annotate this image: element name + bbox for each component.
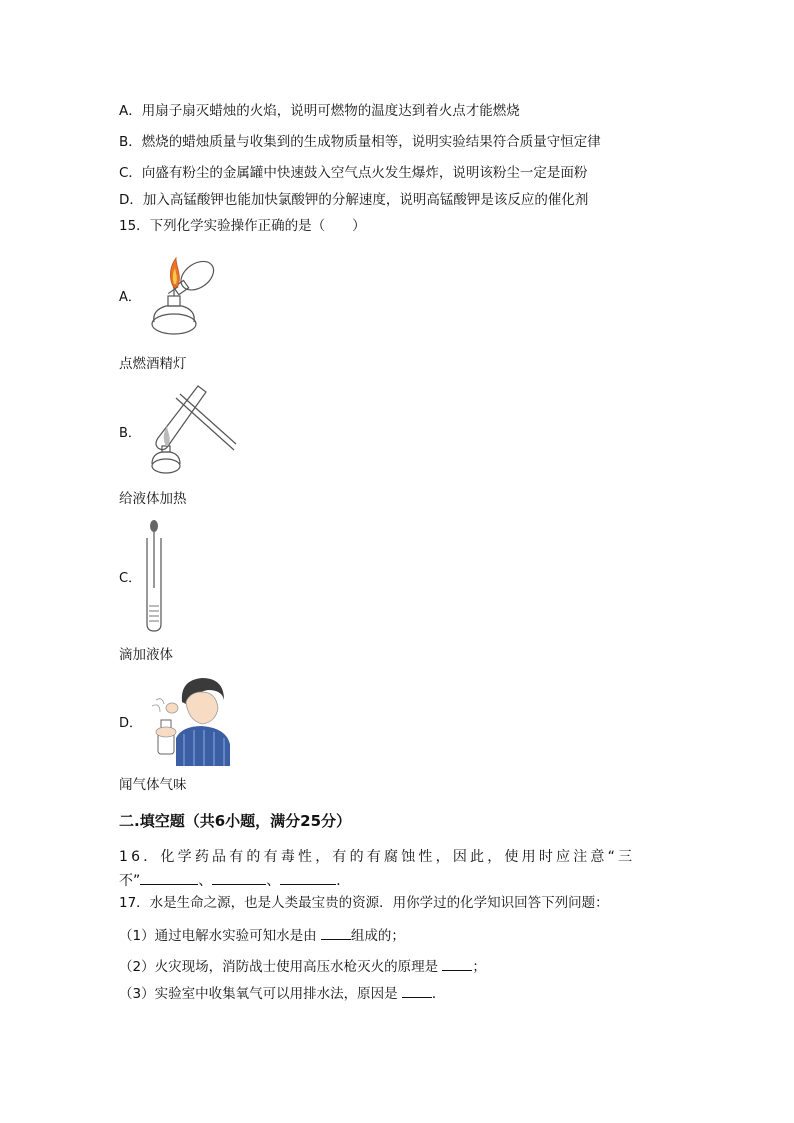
q17-stem: 17．水是生命之源，也是人类最宝贵的资源．用你学过的化学知识回答下列问题：	[119, 895, 609, 911]
q14-option-c: C．向盛有粉尘的金属罐中快速鼓入空气点火发生爆炸，说明该粉尘一定是面粉	[119, 165, 588, 181]
q16-blank-1[interactable]	[140, 870, 198, 885]
q17-part-1	[119, 925, 405, 946]
q15-stem: 15．下列化学实验操作正确的是（ ）	[119, 218, 366, 234]
q16-prefix: 不”	[119, 873, 141, 889]
q17-part-2-text: （2）火灾现场，消防战士使用高压水枪灭火的原理是	[119, 959, 443, 975]
smelling-gas-figure	[146, 672, 232, 766]
dropper-test-tube-figure	[140, 518, 170, 634]
q14-option-d: D．加入高锰酸钾也能加快氯酸钾的分解速度，说明高锰酸钾是该反应的催化剂	[119, 192, 589, 208]
q16-blank-3[interactable]	[280, 870, 336, 885]
q17-part-3	[119, 983, 445, 1004]
q17-blank-2[interactable]	[442, 956, 472, 971]
q16-sep-1: 、	[198, 873, 213, 889]
q17-part-3-text: （3）实验室中收集氧气可以用排水法，原因是	[119, 986, 402, 1002]
q15-option-d-caption: 闻气体气味	[119, 777, 187, 793]
q17-part-2-suffix: ；	[472, 959, 486, 975]
q15-option-b-letter: B．	[119, 426, 141, 441]
q15-option-c-letter: C．	[119, 571, 142, 586]
q17-part-2	[119, 956, 486, 977]
q14-option-b: B．燃烧的蜡烛质量与收集到的生成物质量相等，说明实验结果符合质量守恒定律	[119, 134, 601, 150]
q16-end: ．	[336, 873, 351, 889]
q15-option-b-caption: 给液体加热	[119, 491, 187, 507]
q16-line-2	[119, 870, 350, 891]
q17-part-3-suffix: ．	[431, 986, 446, 1002]
q17-part-1-suffix: 组成的；	[350, 928, 405, 944]
q14-option-a: A．用扇子扇灭蜡烛的火焰，说明可燃物的温度达到着火点才能燃烧	[119, 103, 520, 119]
q15-option-d-letter: D．	[119, 716, 143, 731]
q17-blank-1[interactable]	[321, 925, 351, 940]
alcohol-lamp-lighting-figure	[146, 252, 224, 342]
q15-option-c-caption: 滴加液体	[119, 647, 173, 663]
q17-part-1-text: （1）通过电解水实验可知水是由	[119, 928, 321, 944]
q17-blank-3[interactable]	[402, 983, 432, 998]
q16-blank-2[interactable]	[212, 870, 266, 885]
test-tube-heating-figure	[146, 380, 238, 478]
q15-option-a-caption: 点燃酒精灯	[119, 356, 187, 372]
q15-option-a-letter: A．	[119, 290, 141, 305]
q16-line-1: 16．化学药品有的有毒性，有的有腐蚀性，因此，使用时应注意“三	[119, 849, 636, 865]
q16-sep-2: 、	[266, 873, 281, 889]
section-heading: 二.填空题（共6小题，满分25分）	[119, 812, 352, 830]
